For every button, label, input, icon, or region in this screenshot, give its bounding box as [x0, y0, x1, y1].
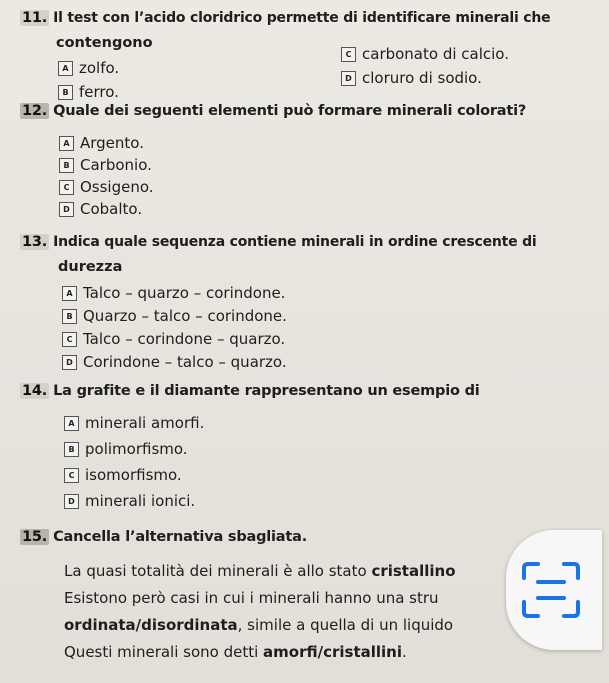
option-letter: B: [64, 442, 79, 457]
option-text: isomorfismo.: [85, 466, 182, 484]
option-letter: A: [59, 136, 74, 151]
option-a: [64, 414, 204, 432]
option-text: Talco – quarzo – corindone.: [83, 284, 286, 302]
option-letter: D: [62, 355, 77, 370]
option-b: [58, 83, 119, 101]
option-letter: A: [62, 286, 77, 301]
option-text: Talco – corindone – quarzo.: [83, 330, 286, 348]
option-text: polimorfismo.: [85, 440, 188, 458]
option-letter: B: [58, 85, 73, 100]
option-d: [62, 353, 287, 371]
option-text: Ossigeno.: [80, 178, 154, 196]
option-text: cloruro di sodio.: [362, 69, 482, 87]
option-letter: D: [59, 202, 74, 217]
option-c: [341, 45, 509, 63]
question-12: [20, 103, 526, 119]
line-bold: ordinata/disordinata: [64, 616, 238, 634]
question-text: Cancella l’alternativa sbagliata.: [53, 529, 308, 545]
question-continuation: contengono: [56, 35, 153, 51]
option-a: [62, 284, 285, 302]
option-text: zolfo.: [79, 59, 120, 77]
option-letter: D: [341, 71, 356, 86]
option-b: [59, 156, 152, 174]
scan-text-button[interactable]: [506, 530, 602, 650]
paragraph-line-4: [64, 643, 407, 661]
option-text: minerali ionici.: [85, 492, 196, 510]
question-number: 15.: [22, 529, 48, 545]
line-text: , simile a quella di un liquido: [237, 616, 454, 634]
line-text: Esistono però casi in cui i minerali hanno una stru: [64, 589, 439, 607]
option-d: [64, 492, 195, 510]
question-number: 12.: [22, 103, 48, 119]
question-number: 13.: [22, 234, 48, 250]
option-letter: C: [62, 332, 77, 347]
question-continuation: durezza: [58, 259, 123, 275]
option-b: [64, 440, 188, 458]
option-text: carbonato di calcio.: [362, 45, 509, 63]
question-number: 11.: [22, 10, 48, 26]
line-text: La quasi totalità dei minerali è allo stato: [64, 562, 372, 580]
line-bold: amorfi/cristallini: [263, 643, 402, 661]
option-c: [64, 466, 182, 484]
question-number: 14.: [22, 383, 48, 399]
option-text: Quarzo – talco – corindone.: [83, 307, 287, 325]
option-text: Cobalto.: [80, 200, 143, 218]
option-c: [62, 330, 285, 348]
option-letter: D: [64, 494, 79, 509]
option-letter: A: [64, 416, 79, 431]
option-letter: C: [341, 47, 356, 62]
option-letter: C: [59, 180, 74, 195]
option-letter: B: [62, 309, 77, 324]
option-text: ferro.: [79, 83, 119, 101]
option-letter: A: [58, 61, 73, 76]
option-b: [62, 307, 287, 325]
option-letter: B: [59, 158, 74, 173]
option-text: Argento.: [80, 134, 144, 152]
paragraph-line-2: [64, 589, 439, 607]
question-text: La grafite e il diamante rappresentano un esempio di: [53, 383, 480, 399]
option-text: Carbonio.: [80, 156, 152, 174]
option-d: [341, 69, 482, 87]
option-c: [59, 178, 154, 196]
question-15: [20, 529, 307, 545]
option-a: [58, 59, 119, 77]
question-text: Indica quale sequenza contiene minerali in ordine crescente di: [53, 234, 537, 250]
question-11: [20, 10, 550, 26]
paragraph-line-3: [64, 616, 453, 634]
option-a: [59, 134, 144, 152]
scan-text-icon: [520, 562, 582, 618]
question-13: [20, 234, 537, 250]
option-d: [59, 200, 142, 218]
option-text: minerali amorfi.: [85, 414, 205, 432]
paragraph-line-1: [64, 562, 456, 580]
question-text: Quale dei seguenti elementi può formare minerali colorati?: [53, 103, 527, 119]
line-bold: cristallino: [371, 562, 456, 580]
line-text: Questi minerali sono detti: [64, 643, 264, 661]
option-text: Corindone – talco – quarzo.: [83, 353, 287, 371]
question-14: [20, 383, 480, 399]
line-end: .: [402, 643, 407, 661]
option-letter: C: [64, 468, 79, 483]
question-text: Il test con l’acido cloridrico permette di identificare minerali che: [53, 10, 551, 26]
